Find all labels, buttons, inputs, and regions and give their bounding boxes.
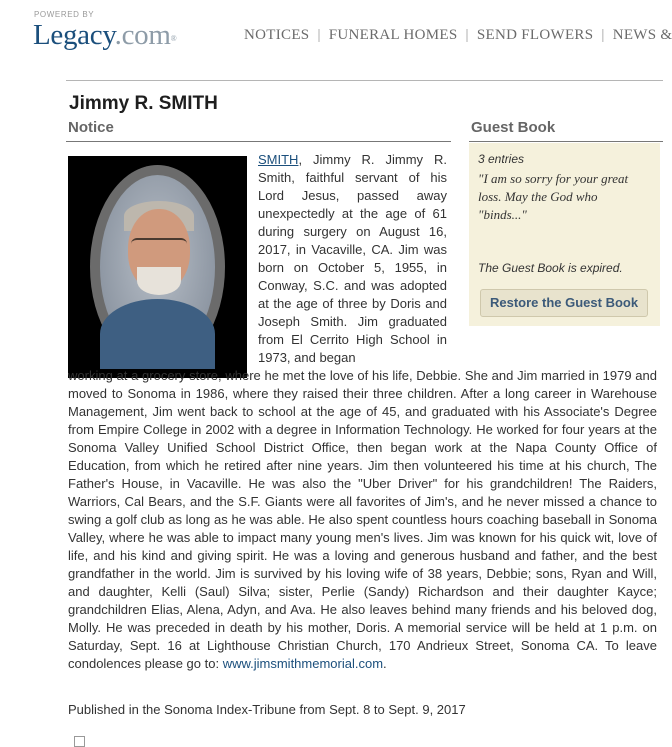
portrait-shirt [100, 299, 215, 369]
nav-separator: | [465, 27, 469, 43]
memorial-link[interactable]: www.jimsmithmemorial.com [222, 656, 384, 671]
guestbook-entries-count[interactable]: 3 entries [478, 152, 525, 166]
restore-guestbook-button[interactable]: Restore the Guest Book [480, 289, 648, 317]
obituary-text-body [68, 367, 657, 673]
portrait-glasses [131, 238, 187, 251]
body-text: working at a grocery store, where he met the love of his life, Debbie. She and Jim married in 1979 and moved to Sonoma in 1986, where they raised their three children. After a long career in Warehouse Management, Jim went back to school at the age of 45, and graduated with his Associate's Degree from Empire College in 2002 with a degree in Information Technology. He worked for four years at the Sonoma Valley Unified School District Office, then began work at the Napa County Office of Education, from which he retired after nine years. Jim then volunteered his time at his church, The Father's House, in Vacaville. He was also the "Uber Driver" for his grandchildren! The Raiders, Warriors, Cal Bears, and the S.F. Giants were all favorites of Jim's, and he never missed a chance to swing a golf club as long as he was able. He also spent countless hours coaching baseball in Sonoma Valley, where he was able to impact many young men's lives. Jim was known for his quick wit, love of life, and his kind and giving spirit. He was a loving and generous husband and father, and the best grandfather in the world. Jim is survived by his loving wife of 38 years, Debbie; sons, Ryan and Will, and daughter, Kelli (Saul) Silva; sister, Perlie (Sandy) Richardson and their daughter Kayce; grandchildren Elias, Alena, Adyn, and Ava. He also leaves behind many friends and his beloved dog, Molly. He was preceded in death by his mother, Doris. A memorial service will be held at 1 p.m. on Saturday, Sept. 16 at Lighthouse Christian Church, 170 Andrieux Street, Sonoma CA. To leave condolences please go to: [68, 368, 657, 671]
logo-tld: .com [114, 19, 171, 51]
intro-text: , Jimmy R. Jimmy R. Smith, faithful servant of his Lord Jesus, passed away unexpectedly at the age of 61 during surgery on August 16, 2017, in Vacaville, CA. Jim was born on October 5, 1955, in Conway, S.C. and was adopted at the age of three by Doris and Joseph Smith. Jim graduated from El Cerrito High School in 1973, and began [258, 152, 447, 365]
checkbox[interactable] [74, 736, 85, 747]
obituary-photo [68, 156, 247, 378]
logo-main: Legacy [33, 19, 115, 51]
header-rule [66, 80, 663, 81]
page-title: Jimmy R. SMITH [69, 93, 218, 114]
notice-heading: Notice [68, 119, 114, 136]
photo-frame [90, 165, 225, 369]
nav-separator: | [601, 27, 605, 43]
nav-news[interactable]: NEWS & [612, 27, 672, 43]
surname-link[interactable]: SMITH [258, 152, 299, 167]
legacy-logo[interactable] [33, 18, 176, 52]
nav-separator: | [317, 27, 321, 43]
guestbook-entry-preview[interactable]: "I am so sorry for your great loss. May the God who "binds..." [478, 171, 629, 222]
notice-divider [66, 141, 451, 142]
published-note: Published in the Sonoma Index-Tribune from Sept. 8 to Sept. 9, 2017 [68, 702, 466, 717]
guestbook-divider [469, 141, 663, 142]
obituary-text-intro [258, 151, 447, 367]
nav-send-flowers[interactable]: SEND FLOWERS [476, 27, 594, 43]
nav-notices[interactable]: NOTICES [244, 27, 310, 43]
portrait-beard [137, 267, 181, 295]
guestbook-heading: Guest Book [471, 119, 556, 136]
nav-funeral-homes[interactable]: FUNERAL HOMES [328, 27, 458, 43]
portrait [100, 175, 215, 359]
guestbook-panel [469, 143, 660, 326]
guestbook-expired-note: The Guest Book is expired. [478, 261, 623, 275]
powered-by: POWERED BY [34, 10, 95, 19]
body-text-end: . [383, 656, 387, 671]
main-nav [244, 27, 672, 44]
logo-mark: ® [170, 34, 177, 43]
